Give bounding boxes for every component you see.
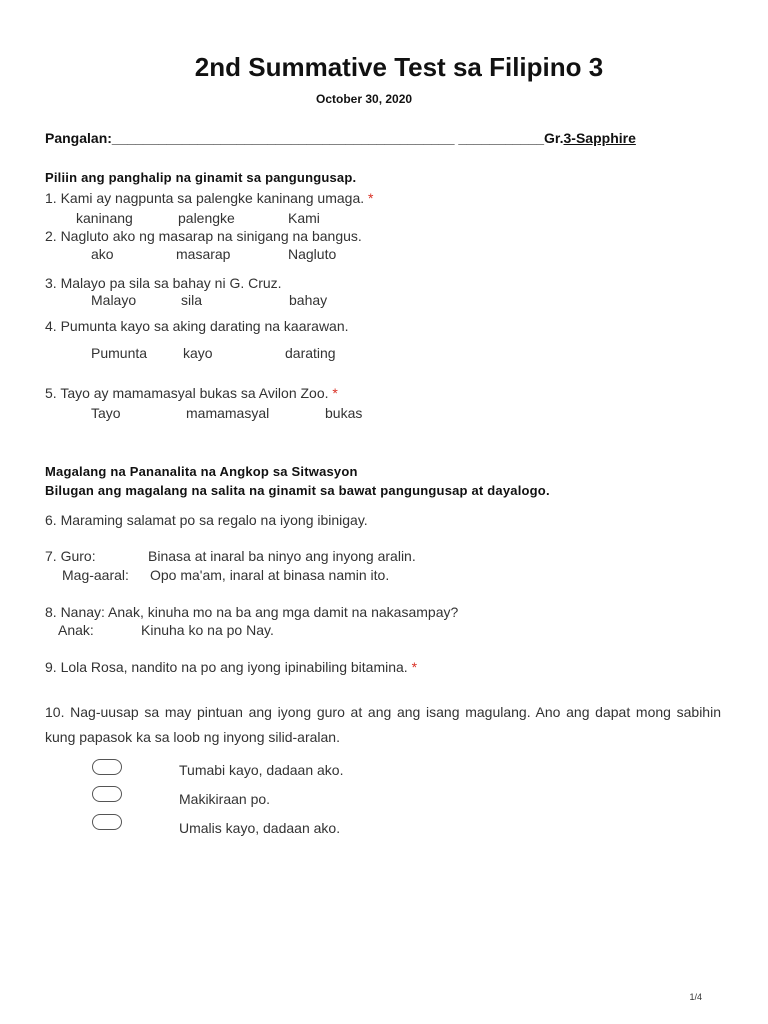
- required-star: *: [368, 190, 374, 206]
- page-number: 1/4: [689, 992, 702, 1002]
- q10-choice-3[interactable]: Umalis kayo, dadaan ako.: [179, 820, 341, 836]
- q3-option-2: sila: [181, 292, 203, 308]
- test-date: October 30, 2020: [316, 92, 413, 106]
- q5-option-2: mamamasyal: [186, 405, 270, 421]
- question-2: 2. Nagluto ako ng masarap na sinigang na bangus.: [45, 228, 362, 244]
- page-title: 2nd Summative Test sa Filipino 3: [194, 52, 604, 82]
- q7-speaker-1: 7. Guro:: [45, 548, 96, 564]
- q1-option-3: Kami: [288, 210, 320, 226]
- q7-line-2: Opo ma'am, inaral at binasa namin ito.: [150, 567, 390, 583]
- name-blank: ____________________________________________: [111, 130, 455, 146]
- q3-option-3: bahay: [289, 292, 328, 308]
- q10-radio-1[interactable]: [92, 759, 122, 775]
- question-3: 3. Malayo pa sila sa bahay ni G. Cruz.: [45, 275, 282, 291]
- q10-radio-2[interactable]: [92, 786, 122, 802]
- q8-line-2: Kinuha ko na po Nay.: [141, 622, 274, 638]
- name-line: [45, 130, 636, 146]
- q4-option-3: darating: [285, 345, 336, 361]
- q7-line-1: Binasa at inaral ba ninyo ang inyong aralin.: [148, 548, 416, 564]
- q10-radio-3[interactable]: [92, 814, 122, 830]
- q2-option-3: Nagluto: [288, 246, 337, 262]
- q10-choice-1[interactable]: Tumabi kayo, dadaan ako.: [179, 762, 344, 778]
- q2-option-1: ako: [91, 246, 114, 262]
- q10-choice-2[interactable]: Makikiraan po.: [179, 791, 271, 807]
- required-star: *: [411, 659, 418, 675]
- grade-section: 3-Sapphire: [563, 130, 636, 146]
- part2-heading: Magalang na Pananalita na Angkop sa Sitwasyon: [45, 464, 358, 479]
- part1-instruction: Piliin ang panghalip na ginamit sa pangungusap.: [45, 170, 357, 185]
- question-10: 10. Nag-uusap sa may pintuan ang iyong guro at ang ang isang magulang. Ano ang dapat mong sabihin kung papasok ka sa loob ng inyong silid-aralan.: [45, 704, 721, 745]
- q3-option-1: Malayo: [91, 292, 137, 308]
- q1-option-2: palengke: [178, 210, 235, 226]
- part2-instruction: Bilugan ang magalang na salita na ginamit sa bawat pangungusap at dayalogo.: [45, 483, 550, 498]
- q4-option-1: Pumunta: [91, 345, 148, 361]
- required-star: *: [332, 385, 338, 401]
- grade-prefix: Gr.: [544, 130, 564, 146]
- grade-blank: ___________: [458, 130, 545, 146]
- q5-option-1: Tayo: [91, 405, 121, 421]
- question-5: 5. Tayo ay mamamasyal bukas sa Avilon Zoo. *: [45, 385, 338, 401]
- name-label: Pangalan:: [45, 130, 112, 146]
- q1-option-1: kaninang: [76, 210, 133, 226]
- question-1: 1. Kami ay nagpunta sa palengke kaninang umaga. *: [45, 190, 374, 206]
- q2-option-2: masarap: [176, 246, 231, 262]
- q8-line-1: 8. Nanay: Anak, kinuha mo na ba ang mga damit na nakasampay?: [45, 604, 459, 620]
- q4-option-2: kayo: [183, 345, 213, 361]
- q7-speaker-2: Mag-aaral:: [62, 567, 129, 583]
- question-9: 9. Lola Rosa, nandito na po ang iyong ipinabiling bitamina. *: [45, 659, 418, 675]
- question-4: 4. Pumunta kayo sa aking darating na kaarawan.: [45, 318, 349, 334]
- question-6: 6. Maraming salamat po sa regalo na iyong ibinigay.: [45, 512, 368, 528]
- q5-option-3: bukas: [325, 405, 363, 421]
- q8-speaker-2: Anak:: [58, 622, 94, 638]
